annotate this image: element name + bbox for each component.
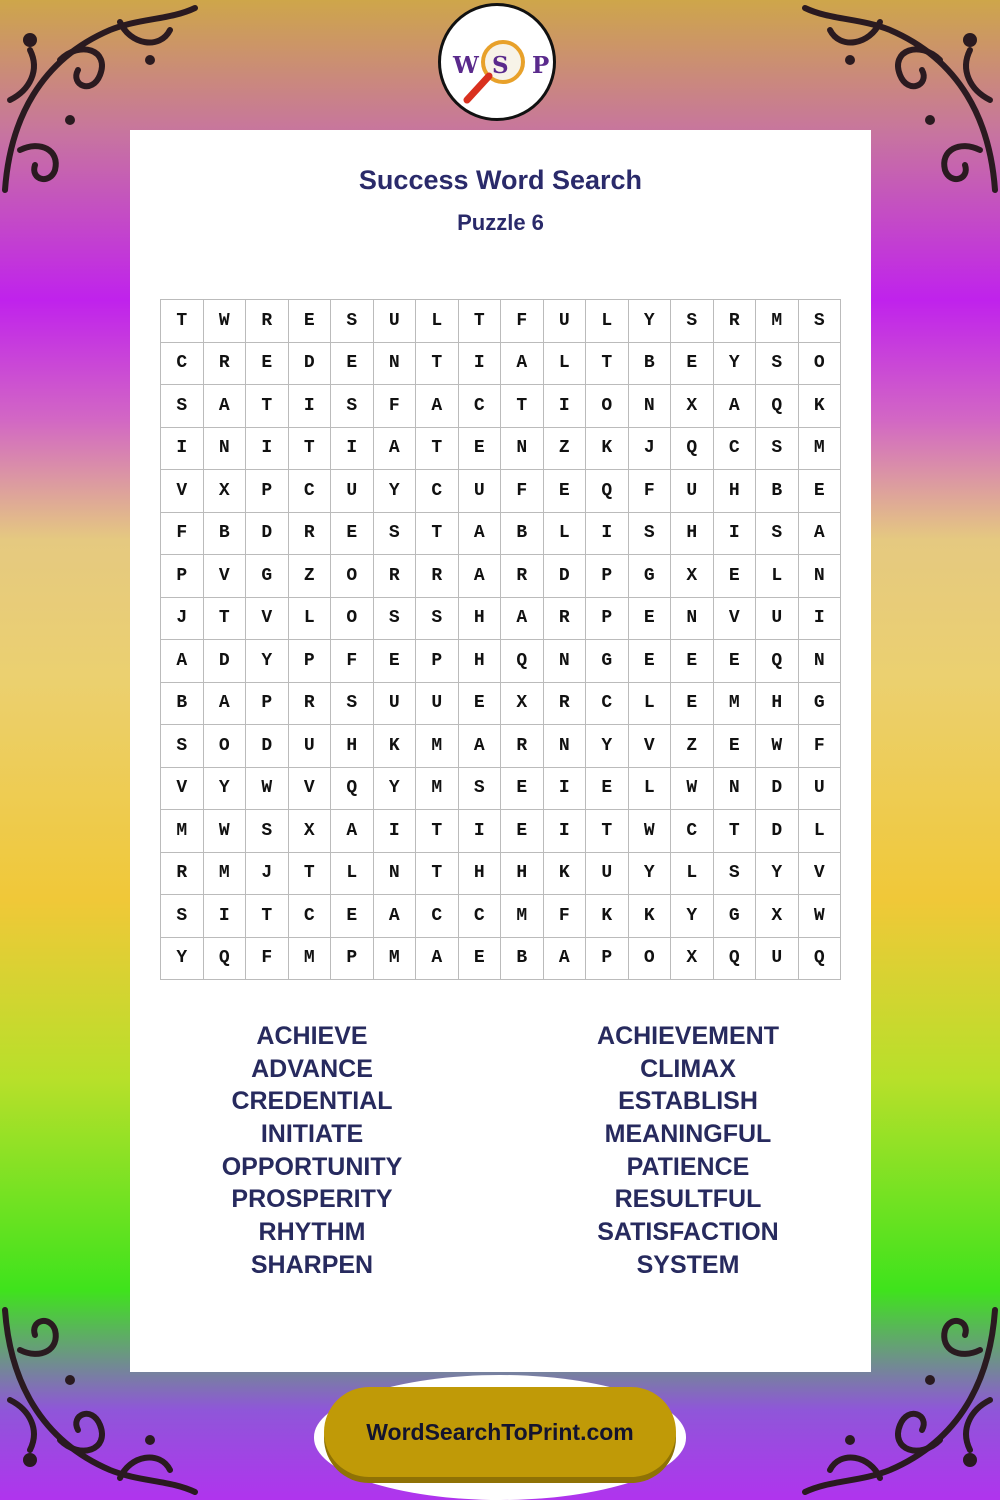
grid-cell[interactable]: V — [161, 470, 204, 513]
grid-cell[interactable]: P — [586, 938, 629, 981]
grid-cell[interactable]: D — [756, 768, 799, 811]
grid-cell[interactable]: Q — [671, 428, 714, 471]
grid-cell[interactable]: A — [501, 598, 544, 641]
grid-cell[interactable]: K — [799, 385, 842, 428]
grid-cell[interactable]: W — [204, 300, 247, 343]
grid-cell[interactable]: E — [331, 343, 374, 386]
grid-cell[interactable]: O — [331, 555, 374, 598]
word-item: SHARPEN — [250, 1250, 374, 1279]
grid-cell[interactable]: E — [671, 640, 714, 683]
grid-cell[interactable]: I — [246, 428, 289, 471]
grid-cell[interactable]: U — [459, 470, 502, 513]
grid-cell[interactable]: Q — [331, 768, 374, 811]
grid-cell[interactable]: X — [671, 555, 714, 598]
grid-cell[interactable]: W — [246, 768, 289, 811]
grid-cell[interactable]: I — [459, 810, 502, 853]
grid-cell[interactable]: M — [714, 683, 757, 726]
logo-letter-p: P — [532, 52, 550, 79]
grid-cell[interactable]: V — [629, 725, 672, 768]
grid-cell[interactable]: I — [459, 343, 502, 386]
grid-cell[interactable]: F — [331, 640, 374, 683]
grid-cell[interactable]: L — [416, 300, 459, 343]
grid-cell[interactable]: A — [544, 938, 587, 981]
grid-cell[interactable]: S — [459, 768, 502, 811]
grid-cell[interactable]: T — [289, 428, 332, 471]
grid-cell[interactable]: W — [671, 768, 714, 811]
grid-cell[interactable]: F — [246, 938, 289, 981]
grid-cell[interactable]: I — [799, 598, 842, 641]
grid-cell[interactable]: H — [459, 598, 502, 641]
grid-cell[interactable]: Q — [714, 938, 757, 981]
grid-cell[interactable]: N — [544, 640, 587, 683]
grid-cell[interactable]: L — [289, 598, 332, 641]
grid-cell[interactable]: T — [416, 810, 459, 853]
grid-cell[interactable]: A — [374, 895, 417, 938]
grid-cell[interactable]: E — [459, 683, 502, 726]
grid-cell[interactable]: E — [501, 768, 544, 811]
grid-cell[interactable]: E — [586, 768, 629, 811]
grid-cell[interactable]: K — [586, 895, 629, 938]
grid-cell[interactable]: H — [501, 853, 544, 896]
word-item: CLIMAX — [640, 1054, 736, 1083]
grid-cell[interactable]: E — [459, 428, 502, 471]
grid-cell[interactable]: A — [714, 385, 757, 428]
grid-cell[interactable]: T — [161, 300, 204, 343]
word-item: SYSTEM — [636, 1250, 740, 1279]
word-item: MEANINGFUL — [604, 1120, 772, 1149]
grid-cell[interactable]: C — [459, 895, 502, 938]
grid-cell[interactable]: B — [501, 513, 544, 556]
grid-cell[interactable]: T — [246, 895, 289, 938]
grid-cell[interactable]: R — [544, 683, 587, 726]
word-item: ACHIEVE — [256, 1022, 368, 1050]
grid-cell[interactable]: E — [799, 470, 842, 513]
grid-cell[interactable]: N — [374, 853, 417, 896]
grid-cell[interactable]: I — [544, 768, 587, 811]
grid-cell[interactable]: T — [501, 385, 544, 428]
grid-cell[interactable]: A — [204, 683, 247, 726]
word-item: CREDENTIAL — [231, 1087, 393, 1116]
grid-cell[interactable]: F — [501, 300, 544, 343]
grid-cell[interactable]: P — [331, 938, 374, 981]
word-item: RHYTHM — [258, 1218, 366, 1247]
logo-letter-w: W — [453, 52, 479, 79]
grid-cell[interactable]: K — [374, 725, 417, 768]
grid-cell[interactable]: T — [289, 853, 332, 896]
grid-cell[interactable]: E — [714, 725, 757, 768]
grid-cell[interactable]: W — [629, 810, 672, 853]
grid-cell[interactable]: S — [416, 598, 459, 641]
grid-cell[interactable]: M — [289, 938, 332, 981]
letter-grid — [160, 299, 841, 980]
grid-cell[interactable]: T — [586, 810, 629, 853]
grid-cell[interactable]: F — [544, 895, 587, 938]
grid-cell[interactable]: U — [374, 683, 417, 726]
grid-cell[interactable]: E — [374, 640, 417, 683]
grid-cell[interactable]: F — [501, 470, 544, 513]
grid-cell[interactable]: Q — [756, 385, 799, 428]
grid-cell[interactable]: K — [586, 428, 629, 471]
grid-cell[interactable]: H — [459, 853, 502, 896]
grid-cell[interactable]: S — [331, 683, 374, 726]
grid-cell[interactable]: L — [671, 853, 714, 896]
word-item: RESULTFUL — [614, 1185, 762, 1214]
grid-cell[interactable]: R — [246, 300, 289, 343]
grid-cell[interactable]: F — [161, 513, 204, 556]
grid-cell[interactable]: S — [161, 725, 204, 768]
grid-cell[interactable]: E — [331, 895, 374, 938]
word-item: ESTABLISH — [618, 1087, 758, 1116]
grid-cell[interactable]: U — [416, 683, 459, 726]
logo-letter-s: S — [492, 52, 509, 79]
grid-cell[interactable]: Q — [586, 470, 629, 513]
grid-cell[interactable]: S — [331, 300, 374, 343]
word-item: ACHIEVEMENT — [597, 1022, 779, 1050]
grid-cell[interactable]: X — [671, 385, 714, 428]
grid-cell[interactable]: H — [331, 725, 374, 768]
grid-cell[interactable]: H — [714, 470, 757, 513]
grid-cell[interactable]: D — [204, 640, 247, 683]
grid-cell[interactable]: V — [246, 598, 289, 641]
grid-cell[interactable]: P — [246, 683, 289, 726]
grid-cell[interactable]: Y — [374, 768, 417, 811]
grid-cell[interactable]: O — [586, 385, 629, 428]
grid-cell[interactable]: V — [799, 853, 842, 896]
grid-cell[interactable]: R — [501, 555, 544, 598]
grid-cell[interactable]: P — [586, 598, 629, 641]
grid-cell[interactable]: B — [204, 513, 247, 556]
grid-cell[interactable]: F — [629, 470, 672, 513]
grid-cell[interactable]: L — [586, 300, 629, 343]
puzzle-sheet — [130, 130, 871, 1372]
grid-cell[interactable]: G — [246, 555, 289, 598]
grid-cell[interactable]: E — [331, 513, 374, 556]
grid-cell[interactable]: Y — [629, 853, 672, 896]
grid-cell[interactable]: N — [629, 385, 672, 428]
grid-cell[interactable]: X — [204, 470, 247, 513]
grid-cell[interactable]: M — [204, 853, 247, 896]
grid-cell[interactable]: I — [544, 385, 587, 428]
grid-cell[interactable]: P — [416, 640, 459, 683]
grid-cell[interactable]: P — [289, 640, 332, 683]
grid-cell[interactable]: R — [544, 598, 587, 641]
grid-cell[interactable]: A — [459, 513, 502, 556]
grid-cell[interactable]: S — [161, 895, 204, 938]
grid-cell[interactable]: A — [799, 513, 842, 556]
grid-cell[interactable]: A — [161, 640, 204, 683]
grid-cell[interactable]: A — [459, 725, 502, 768]
grid-cell[interactable]: C — [586, 683, 629, 726]
grid-cell[interactable]: D — [246, 513, 289, 556]
site-link-button[interactable]: WordSearchToPrint.com — [324, 1387, 676, 1477]
site-logo[interactable] — [438, 3, 556, 121]
grid-cell[interactable]: Z — [671, 725, 714, 768]
grid-cell[interactable]: Q — [501, 640, 544, 683]
grid-cell[interactable]: S — [756, 428, 799, 471]
grid-cell[interactable]: K — [544, 853, 587, 896]
grid-cell[interactable]: M — [756, 300, 799, 343]
grid-cell[interactable]: U — [671, 470, 714, 513]
grid-cell[interactable]: L — [629, 683, 672, 726]
grid-cell[interactable]: D — [289, 343, 332, 386]
grid-cell[interactable]: T — [416, 428, 459, 471]
grid-cell[interactable]: U — [756, 938, 799, 981]
word-list-right — [518, 1020, 858, 1282]
grid-cell[interactable]: A — [374, 428, 417, 471]
grid-cell[interactable]: I — [331, 428, 374, 471]
grid-cell[interactable]: Q — [204, 938, 247, 981]
grid-cell[interactable]: W — [204, 810, 247, 853]
grid-cell[interactable]: W — [756, 725, 799, 768]
grid-cell[interactable]: H — [459, 640, 502, 683]
grid-cell[interactable]: Y — [714, 343, 757, 386]
page-title: Success Word Search — [358, 165, 643, 195]
grid-cell[interactable]: I — [204, 895, 247, 938]
grid-cell[interactable]: S — [671, 300, 714, 343]
grid-cell[interactable]: S — [374, 513, 417, 556]
grid-cell[interactable]: U — [544, 300, 587, 343]
grid-cell[interactable]: E — [629, 598, 672, 641]
grid-cell[interactable]: X — [501, 683, 544, 726]
grid-cell[interactable]: Z — [289, 555, 332, 598]
grid-cell[interactable]: Q — [799, 938, 842, 981]
grid-cell[interactable]: G — [586, 640, 629, 683]
grid-cell[interactable]: M — [374, 938, 417, 981]
grid-cell[interactable]: H — [756, 683, 799, 726]
grid-cell[interactable]: C — [161, 343, 204, 386]
grid-cell[interactable]: N — [374, 343, 417, 386]
grid-cell[interactable]: T — [459, 300, 502, 343]
grid-cell[interactable]: O — [204, 725, 247, 768]
grid-cell[interactable]: C — [671, 810, 714, 853]
grid-cell[interactable]: T — [246, 385, 289, 428]
grid-cell[interactable]: E — [671, 683, 714, 726]
word-item: SATISFACTION — [597, 1218, 779, 1247]
grid-cell[interactable]: Y — [629, 300, 672, 343]
grid-cell[interactable]: V — [161, 768, 204, 811]
grid-cell[interactable]: G — [714, 895, 757, 938]
grid-cell[interactable]: A — [331, 810, 374, 853]
grid-cell[interactable]: U — [799, 768, 842, 811]
grid-cell[interactable]: S — [246, 810, 289, 853]
grid-cell[interactable]: R — [416, 555, 459, 598]
grid-cell[interactable]: E — [671, 343, 714, 386]
grid-cell[interactable]: P — [586, 555, 629, 598]
grid-cell[interactable]: M — [416, 768, 459, 811]
grid-cell[interactable]: L — [331, 853, 374, 896]
grid-cell[interactable]: B — [161, 683, 204, 726]
grid-cell[interactable]: S — [756, 343, 799, 386]
grid-cell[interactable]: X — [756, 895, 799, 938]
word-item: PATIENCE — [626, 1152, 750, 1181]
grid-cell[interactable]: N — [204, 428, 247, 471]
grid-cell[interactable]: A — [204, 385, 247, 428]
grid-cell[interactable]: E — [714, 555, 757, 598]
grid-cell[interactable]: C — [459, 385, 502, 428]
grid-cell[interactable]: E — [246, 343, 289, 386]
grid-cell[interactable]: R — [161, 853, 204, 896]
grid-cell[interactable]: R — [374, 555, 417, 598]
grid-cell[interactable]: K — [629, 895, 672, 938]
grid-cell[interactable]: P — [246, 470, 289, 513]
grid-cell[interactable]: E — [714, 640, 757, 683]
grid-cell[interactable]: X — [289, 810, 332, 853]
grid-cell[interactable]: J — [161, 598, 204, 641]
grid-cell[interactable]: L — [544, 343, 587, 386]
grid-cell[interactable]: F — [374, 385, 417, 428]
grid-cell[interactable]: Y — [374, 470, 417, 513]
grid-cell[interactable]: C — [416, 470, 459, 513]
grid-cell[interactable]: L — [544, 513, 587, 556]
grid-cell[interactable]: O — [629, 938, 672, 981]
grid-cell[interactable]: I — [289, 385, 332, 428]
grid-cell[interactable]: E — [629, 640, 672, 683]
grid-cell[interactable]: G — [629, 555, 672, 598]
grid-cell[interactable]: Z — [544, 428, 587, 471]
grid-cell[interactable]: L — [756, 555, 799, 598]
grid-cell[interactable]: M — [501, 895, 544, 938]
grid-cell[interactable]: N — [544, 725, 587, 768]
grid-cell[interactable]: J — [629, 428, 672, 471]
grid-cell[interactable]: I — [714, 513, 757, 556]
word-item: ADVANCE — [251, 1054, 373, 1083]
grid-cell[interactable]: C — [416, 895, 459, 938]
grid-cell[interactable]: A — [459, 555, 502, 598]
grid-cell[interactable]: T — [204, 598, 247, 641]
grid-cell[interactable]: V — [204, 555, 247, 598]
grid-cell[interactable]: N — [799, 640, 842, 683]
grid-cell[interactable]: P — [161, 555, 204, 598]
grid-cell[interactable]: S — [331, 385, 374, 428]
grid-cell[interactable]: E — [289, 300, 332, 343]
grid-cell[interactable]: U — [756, 598, 799, 641]
grid-cell[interactable]: O — [799, 343, 842, 386]
grid-cell[interactable]: I — [161, 428, 204, 471]
grid-cell[interactable]: U — [331, 470, 374, 513]
word-item: OPPORTUNITY — [221, 1152, 403, 1181]
grid-cell[interactable]: N — [671, 598, 714, 641]
grid-cell[interactable]: U — [289, 725, 332, 768]
grid-cell[interactable]: B — [756, 470, 799, 513]
grid-cell[interactable]: N — [501, 428, 544, 471]
grid-cell[interactable]: Y — [246, 640, 289, 683]
grid-cell[interactable]: I — [544, 810, 587, 853]
grid-cell[interactable]: T — [416, 343, 459, 386]
grid-cell[interactable]: X — [671, 938, 714, 981]
grid-cell[interactable]: E — [501, 810, 544, 853]
grid-cell[interactable]: E — [459, 938, 502, 981]
grid-cell[interactable]: S — [756, 513, 799, 556]
grid-cell[interactable]: B — [629, 343, 672, 386]
grid-cell[interactable]: W — [799, 895, 842, 938]
grid-cell[interactable]: D — [544, 555, 587, 598]
word-item: INITIATE — [260, 1120, 364, 1149]
grid-cell[interactable]: R — [204, 343, 247, 386]
grid-cell[interactable]: M — [416, 725, 459, 768]
grid-cell[interactable]: Y — [756, 853, 799, 896]
word-item: PROSPERITY — [231, 1185, 393, 1214]
grid-cell[interactable]: T — [416, 513, 459, 556]
grid-cell[interactable]: A — [416, 938, 459, 981]
grid-cell[interactable]: E — [544, 470, 587, 513]
grid-cell[interactable]: R — [289, 683, 332, 726]
grid-cell[interactable]: A — [416, 385, 459, 428]
grid-cell[interactable]: T — [714, 810, 757, 853]
grid-cell[interactable]: S — [374, 598, 417, 641]
puzzle-number: Puzzle 6 — [457, 210, 544, 235]
grid-cell[interactable]: F — [799, 725, 842, 768]
grid-cell[interactable]: T — [586, 343, 629, 386]
grid-cell[interactable]: A — [501, 343, 544, 386]
grid-cell[interactable]: D — [756, 810, 799, 853]
grid-cell[interactable]: D — [246, 725, 289, 768]
grid-cell[interactable]: S — [799, 300, 842, 343]
grid-cell[interactable]: Y — [671, 895, 714, 938]
grid-cell[interactable]: I — [586, 513, 629, 556]
grid-cell[interactable]: O — [331, 598, 374, 641]
grid-cell[interactable]: C — [289, 895, 332, 938]
grid-cell[interactable]: S — [629, 513, 672, 556]
grid-cell[interactable]: Y — [204, 768, 247, 811]
grid-cell[interactable]: N — [799, 555, 842, 598]
grid-cell[interactable]: S — [161, 385, 204, 428]
grid-cell[interactable]: H — [671, 513, 714, 556]
grid-cell[interactable]: V — [714, 598, 757, 641]
grid-cell[interactable]: V — [289, 768, 332, 811]
grid-cell[interactable]: Y — [161, 938, 204, 981]
grid-cell[interactable]: G — [799, 683, 842, 726]
grid-cell[interactable]: N — [714, 768, 757, 811]
grid-cell[interactable]: T — [416, 853, 459, 896]
grid-cell[interactable]: J — [246, 853, 289, 896]
grid-cell[interactable]: M — [799, 428, 842, 471]
grid-cell[interactable]: L — [799, 810, 842, 853]
grid-cell[interactable]: C — [289, 470, 332, 513]
grid-cell[interactable]: U — [374, 300, 417, 343]
grid-cell[interactable]: R — [501, 725, 544, 768]
grid-cell[interactable]: M — [161, 810, 204, 853]
grid-cell[interactable]: Q — [756, 640, 799, 683]
grid-cell[interactable]: Y — [586, 725, 629, 768]
grid-cell[interactable]: U — [586, 853, 629, 896]
grid-cell[interactable]: S — [714, 853, 757, 896]
grid-cell[interactable]: L — [629, 768, 672, 811]
grid-cell[interactable]: C — [714, 428, 757, 471]
grid-cell[interactable]: R — [714, 300, 757, 343]
grid-cell[interactable]: I — [374, 810, 417, 853]
grid-cell[interactable]: R — [289, 513, 332, 556]
word-list-left — [142, 1020, 482, 1282]
grid-cell[interactable]: B — [501, 938, 544, 981]
